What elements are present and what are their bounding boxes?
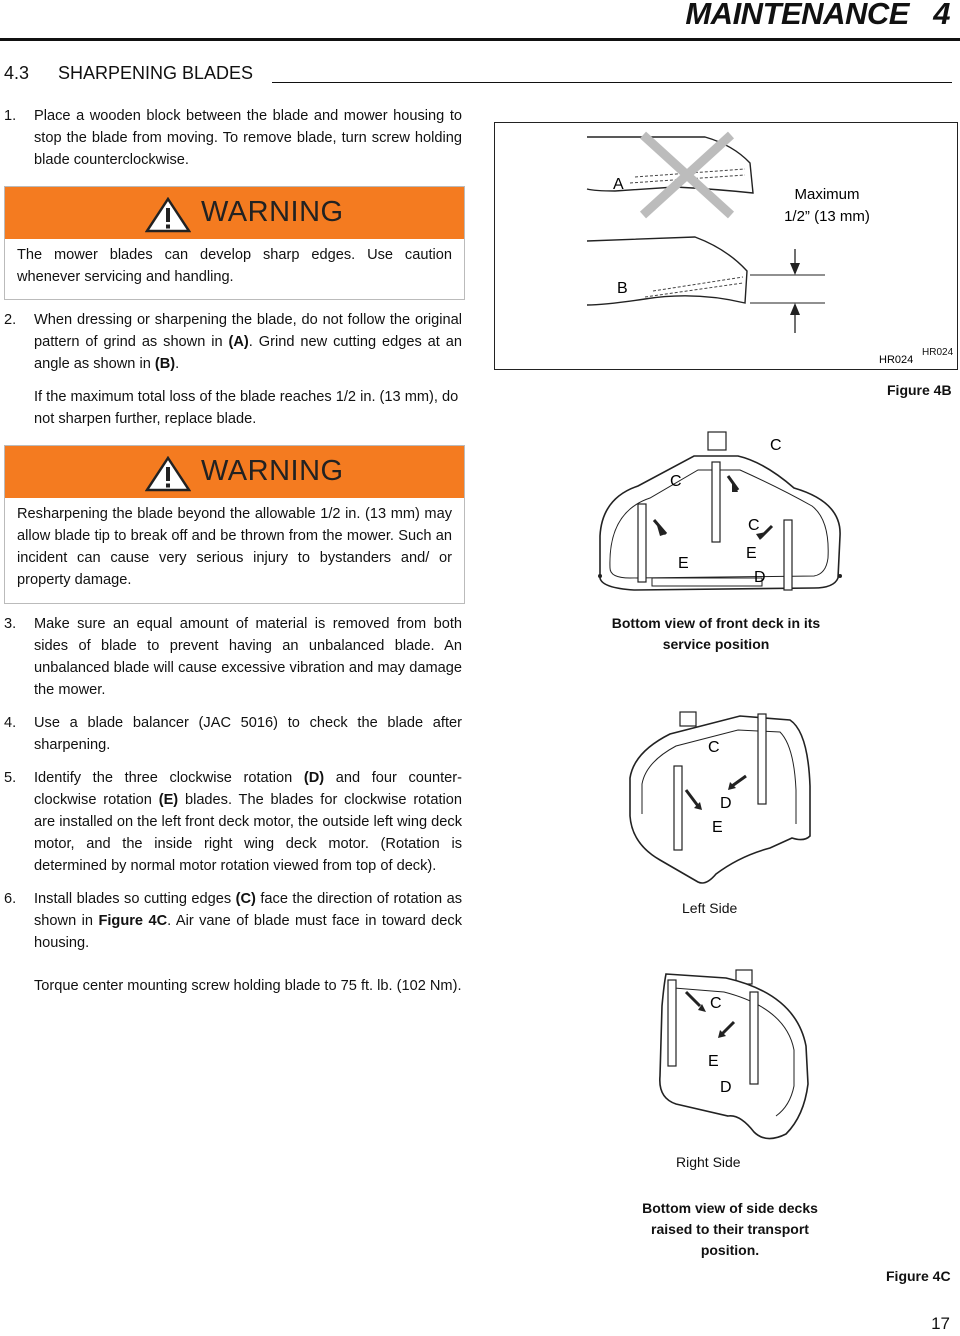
front-label-c-left: C bbox=[670, 473, 682, 490]
warning-box-1 bbox=[4, 186, 465, 300]
right-label-e: E bbox=[708, 1053, 719, 1070]
step-6-text: Install blades so cutting edges bbox=[34, 891, 236, 907]
step-2 bbox=[4, 309, 462, 375]
warning-header-2 bbox=[5, 446, 464, 498]
warning-header-1 bbox=[5, 187, 464, 239]
front-deck-caption: Bottom view of front deck in its service position bbox=[611, 615, 821, 652]
ref-b: (B) bbox=[154, 356, 176, 372]
figure-code-2: HR024 bbox=[922, 347, 954, 358]
ref-a: (A) bbox=[228, 334, 249, 350]
warning-triangle-icon bbox=[145, 197, 191, 233]
left-side-deck-diagram bbox=[620, 706, 816, 890]
warning-triangle-icon bbox=[145, 456, 191, 492]
front-label-d: D bbox=[754, 569, 766, 586]
left-label-e: E bbox=[712, 819, 723, 836]
step-4 bbox=[4, 712, 462, 756]
right-label-d: D bbox=[720, 1079, 732, 1096]
step-2-text-b: . Grind new cutting edges at an angle as shown in bbox=[34, 334, 462, 372]
step-6 bbox=[4, 888, 462, 954]
step-4-number: 4. bbox=[4, 715, 17, 731]
page-number: 17 bbox=[931, 1314, 950, 1333]
step-5-number: 5. bbox=[4, 770, 17, 786]
warning-box-2 bbox=[4, 445, 465, 604]
section-title: SHARPENING BLADES bbox=[58, 63, 254, 83]
step-1 bbox=[4, 105, 462, 171]
front-label-c-top: C bbox=[770, 437, 782, 454]
dim-arrow-up bbox=[790, 303, 800, 315]
left-label-c: C bbox=[708, 739, 720, 756]
step-5 bbox=[4, 767, 463, 877]
step-5-text-c: blades. The blades for clockwise rotation are installed on the left front deck motor, the outside left wing deck motor, and the inside right wing deck motor. (Rotation is determined by normal motor rotation viewed from top of deck). bbox=[34, 792, 462, 874]
step-4-text: Use a blade balancer (JAC 5016) to check the blade after sharpening. bbox=[34, 715, 462, 753]
step-6-text-c: . Air vane of blade must face in toward deck housing. bbox=[34, 913, 462, 951]
figure-4b-caption: Figure 4B bbox=[887, 382, 952, 398]
front-deck-diagram bbox=[594, 428, 846, 604]
step-6-text-b: face the direction of rotation as shown in bbox=[34, 891, 462, 929]
step-2-text: When dressing or sharpening the blade, do not follow the original pattern of grind as shown in bbox=[34, 312, 462, 350]
blade-a-drawing bbox=[587, 135, 753, 215]
dim-arrow-down bbox=[790, 263, 800, 275]
ref-figure-4c: Figure 4C bbox=[98, 913, 168, 929]
ref-e: (E) bbox=[158, 792, 179, 808]
step-3-number: 3. bbox=[4, 616, 17, 632]
figure-4b-diagram bbox=[495, 123, 957, 369]
ref-c: (C) bbox=[235, 891, 256, 907]
warning-text-2: Resharpening the blade beyond the allowable 1/2 in. (13 mm) may allow blade tip to break off and be thrown from the mower. Such an incident can cause very serious injury to bystanders and/ or property damage. bbox=[17, 506, 452, 588]
right-label-c: C bbox=[710, 995, 722, 1012]
step-2-note: If the maximum total loss of the blade reaches 1/2 in. (13 mm), do not sharpen further, replace blade. bbox=[34, 389, 459, 427]
step-5-text-b: and four counter-clockwise rotation bbox=[34, 770, 463, 808]
step-1-text: Place a wooden block between the blade and mower housing to stop the blade from moving. To remove blade, turn screw holding blade counterclockwise. bbox=[34, 108, 462, 168]
blade-b-drawing bbox=[587, 237, 747, 305]
header-rule bbox=[0, 38, 960, 41]
warning-label-1: WARNING bbox=[201, 196, 344, 228]
warning-label-2: WARNING bbox=[201, 455, 344, 487]
figure-4b-box bbox=[494, 122, 958, 370]
section-heading bbox=[4, 63, 253, 84]
front-label-e-right: E bbox=[746, 545, 757, 562]
max-line-1: Maximum bbox=[794, 186, 860, 203]
ref-d: (D) bbox=[303, 770, 325, 786]
step-3 bbox=[4, 613, 462, 701]
right-side-deck-diagram bbox=[636, 966, 816, 1150]
side-decks-caption: Bottom view of side decks raised to their transport position. bbox=[642, 1200, 818, 1258]
step-5-text: Identify the three clockwise rotation bbox=[34, 770, 304, 786]
figure-code-1: HR024 bbox=[879, 354, 914, 366]
left-label-d: D bbox=[720, 795, 732, 812]
step-3-text: Make sure an equal amount of material is removed from both sides of blade to prevent having an unbalanced blade. An unbalanced blade will cause excessive vibration and may damage the mower. bbox=[34, 616, 462, 698]
max-line-2: 1/2” (13 mm) bbox=[784, 208, 870, 225]
left-side-caption: Left Side bbox=[682, 900, 738, 916]
heading-rule bbox=[272, 82, 952, 83]
step-2-number: 2. bbox=[4, 312, 17, 328]
warning-text-1: The mower blades can develop sharp edges. Use caution whenever servicing and handling. bbox=[17, 247, 452, 285]
step-1-number: 1. bbox=[4, 108, 17, 124]
section-number: 4.3 bbox=[4, 63, 30, 83]
chapter-header: MAINTENANCE 4 bbox=[685, 0, 950, 31]
right-side-caption: Right Side bbox=[676, 1154, 741, 1170]
torque-note: Torque center mounting screw holding blade to 75 ft. lb. (102 Nm). bbox=[34, 978, 462, 994]
front-label-c-right: C bbox=[748, 517, 760, 534]
front-label-e-left: E bbox=[678, 555, 689, 572]
step-6-number: 6. bbox=[4, 891, 17, 907]
label-a: A bbox=[613, 176, 624, 193]
label-b: B bbox=[617, 280, 628, 297]
step-2-text-c: . bbox=[175, 356, 180, 372]
figure-4c-caption: Figure 4C bbox=[886, 1268, 951, 1284]
